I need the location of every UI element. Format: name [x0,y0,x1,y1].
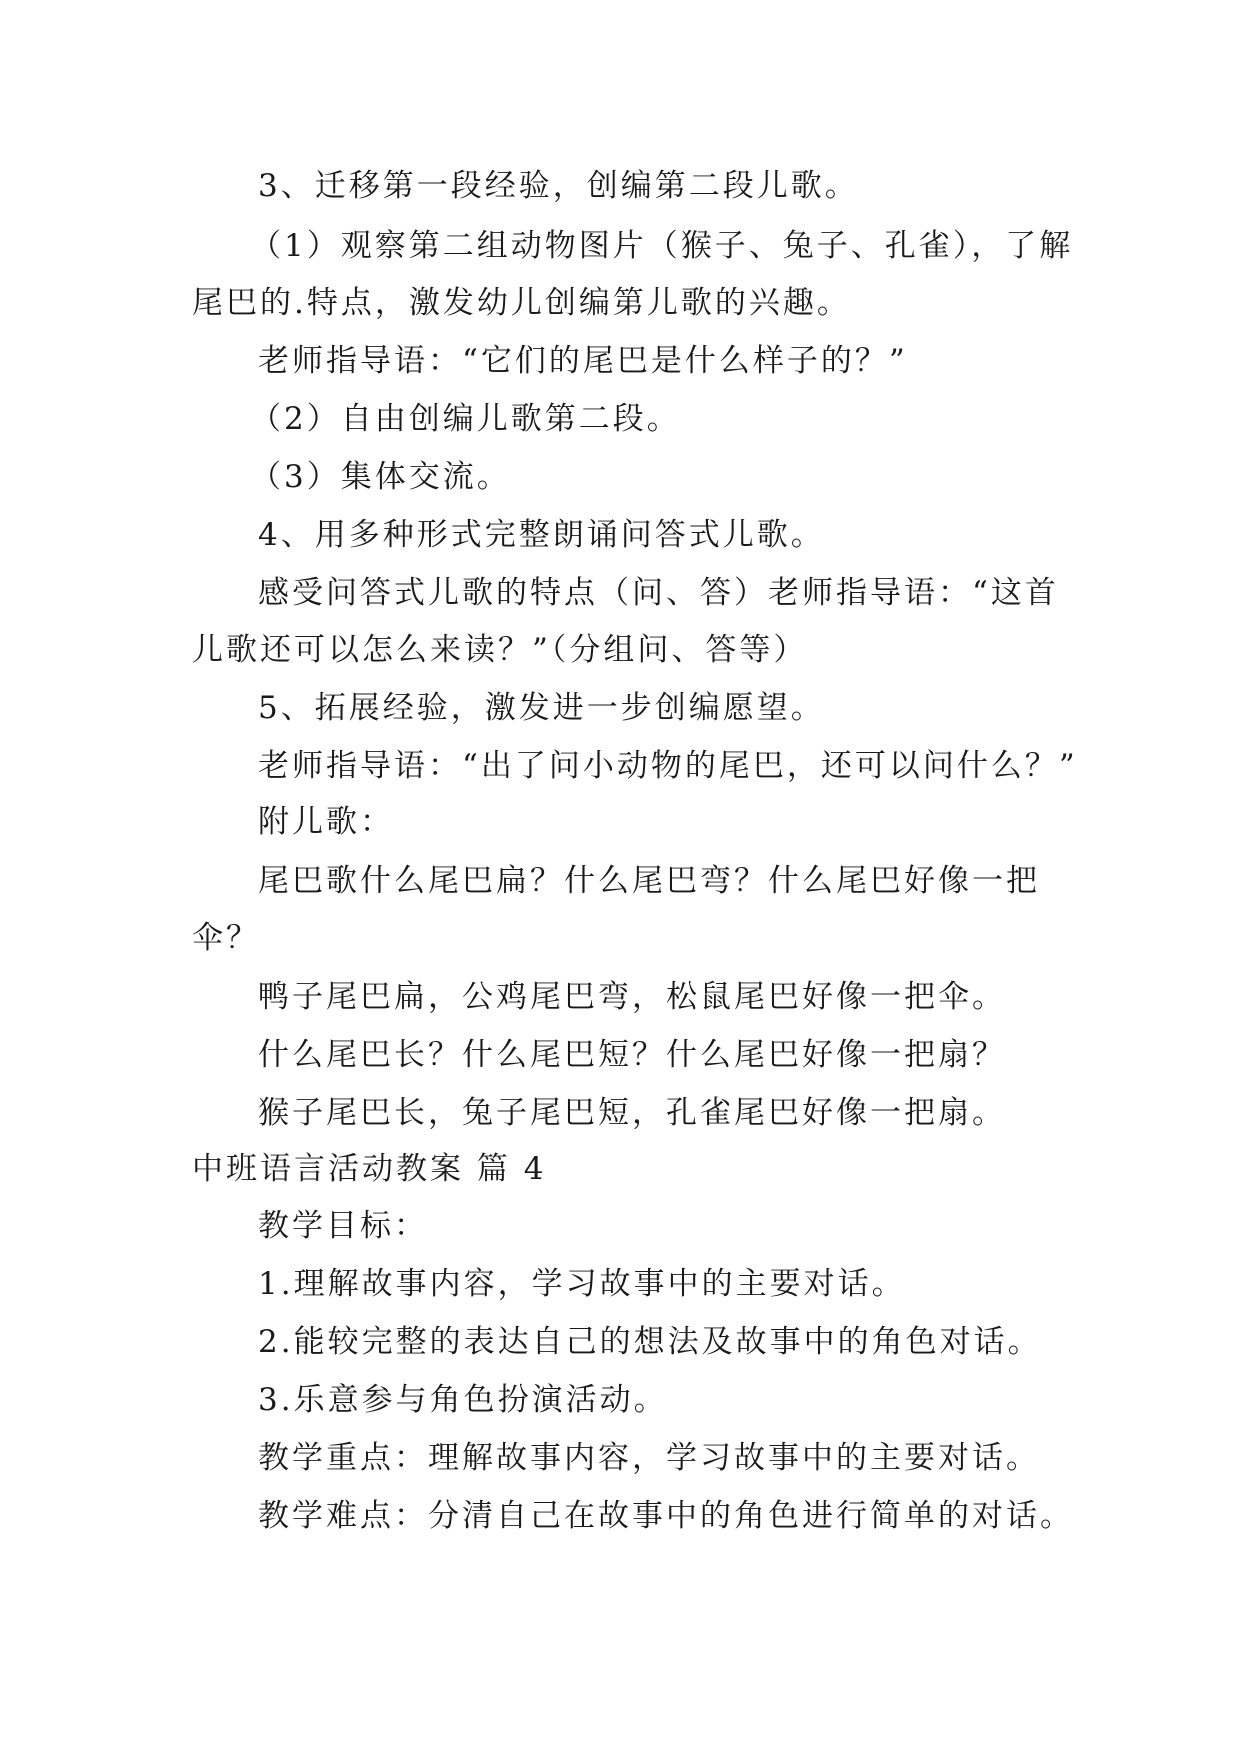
song-line-4: 猴子尾巴长，兔子尾巴短，孔雀尾巴好像一把扇。 [258,1095,1006,1131]
section-heading-part-4: 中班语言活动教案 篇 4 [192,1151,547,1187]
step-4-heading: 4、用多种形式完整朗诵问答式儿歌。 [258,517,825,553]
teaching-goal-3: 3.乐意参与角色扮演活动。 [258,1382,668,1418]
teacher-prompt-2: 老师指导语：“出了问小动物的尾巴，还可以问什么？” [258,748,1078,784]
step-3-item-1-line-2: 尾巴的.特点，激发幼儿创编第儿歌的兴趣。 [192,285,851,321]
teaching-key-point: 教学重点：理解故事内容，学习故事中的主要对话。 [258,1440,1040,1476]
teacher-prompt-1: 老师指导语：“它们的尾巴是什么样子的？” [258,343,908,379]
step-5-heading: 5、拓展经验，激发进一步创编愿望。 [258,690,825,726]
step-3-item-1-line-1: （1）观察第二组动物图片（猴子、兔子、孔雀），了解 [250,228,1074,264]
appendix-label: 附儿歌： [258,804,394,840]
step-3-item-3: （3）集体交流。 [250,459,511,495]
teaching-goals-label: 教学目标： [258,1208,428,1244]
teaching-goal-1: 1.理解故事内容，学习故事中的主要对话。 [258,1266,906,1302]
song-line-1-part-1: 尾巴歌什么尾巴扁？什么尾巴弯？什么尾巴好像一把 [258,863,1040,899]
song-line-2: 鸭子尾巴扁，公鸡尾巴弯，松鼠尾巴好像一把伞。 [258,979,1006,1015]
step-4-text-line-1: 感受问答式儿歌的特点（问、答）老师指导语：“这首 [258,575,1059,611]
step-3-item-2: （2）自由创编儿歌第二段。 [250,401,681,437]
song-line-3: 什么尾巴长？什么尾巴短？什么尾巴好像一把扇？ [258,1037,1006,1073]
teaching-goal-2: 2.能较完整的表达自己的想法及故事中的角色对话。 [258,1324,1042,1360]
step-3-heading: 3、迁移第一段经验，创编第二段儿歌。 [258,168,859,204]
song-line-1-part-2: 伞？ [192,920,260,956]
step-4-text-line-2: 儿歌还可以怎么来读？”（分组问、答等） [192,632,808,668]
teaching-difficulty: 教学难点：分清自己在故事中的角色进行简单的对话。 [258,1498,1074,1534]
